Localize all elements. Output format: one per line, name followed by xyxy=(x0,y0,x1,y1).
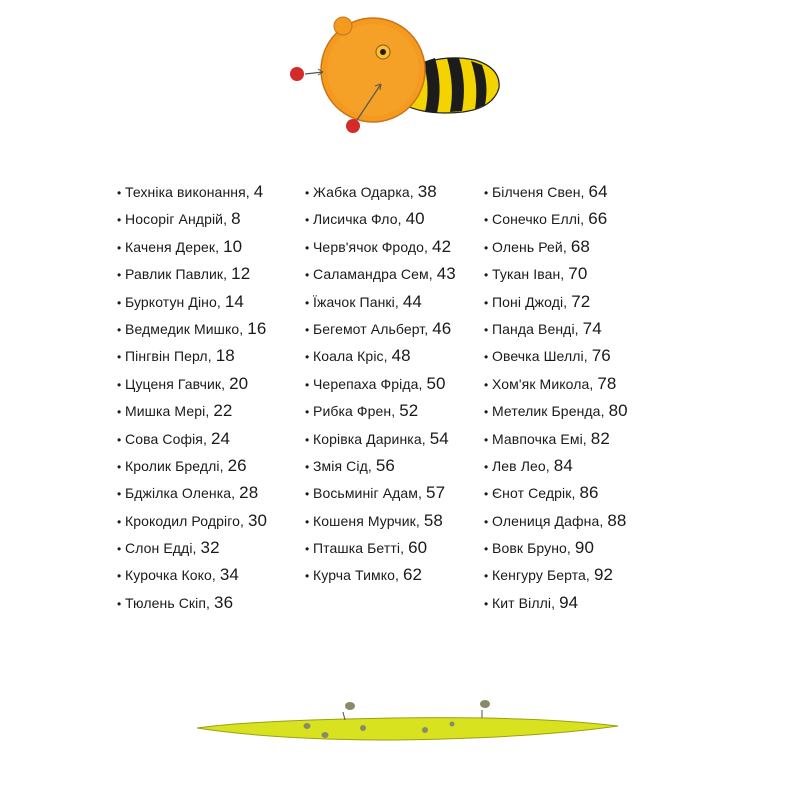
toc-entry-page-number: 42 xyxy=(432,236,452,256)
bullet-icon: • xyxy=(117,350,122,365)
toc-entry xyxy=(484,370,628,397)
toc-entry xyxy=(305,452,456,479)
toc-entry-page-number: 8 xyxy=(231,209,241,229)
toc-entry-title: Бегемот Альберт, xyxy=(313,320,429,337)
toc-entry-title: Буркотун Діно, xyxy=(125,293,221,310)
toc-entry-title: Саламандра Сем, xyxy=(313,266,433,283)
toc-entry-page-number: 12 xyxy=(231,264,251,284)
toc-entry-title: Олениця Дафна, xyxy=(492,512,604,529)
bee-illustration xyxy=(285,12,515,142)
bullet-icon: • xyxy=(305,405,310,420)
toc-entry-page-number: 26 xyxy=(227,455,247,475)
toc-entry xyxy=(117,452,267,479)
toc-entry-page-number: 66 xyxy=(588,209,608,229)
bullet-icon: • xyxy=(117,295,122,310)
bullet-icon: • xyxy=(305,350,310,365)
bullet-icon: • xyxy=(117,459,122,474)
toc-entry-page-number: 62 xyxy=(403,565,423,585)
toc-entry-page-number: 30 xyxy=(247,510,268,530)
toc-entry-title: Слон Едді, xyxy=(125,540,197,557)
toc-entry xyxy=(305,397,456,424)
toc-entry xyxy=(117,561,267,588)
bullet-icon: • xyxy=(305,542,310,557)
bullet-icon: • xyxy=(117,213,122,228)
toc-entry xyxy=(117,233,267,260)
toc-entry xyxy=(484,315,628,342)
toc-entry xyxy=(484,178,628,205)
toc-entry-page-number: 78 xyxy=(597,373,617,393)
toc-entry-title: Мавпочка Емі, xyxy=(492,430,587,447)
toc-entry-page-number: 70 xyxy=(568,264,588,284)
toc-entry-title: Черепаха Фріда, xyxy=(313,375,423,392)
bullet-icon: • xyxy=(305,322,310,337)
toc-entry xyxy=(484,507,628,534)
toc-entry-page-number: 14 xyxy=(224,291,244,311)
toc-entry xyxy=(117,397,267,424)
toc-entry-title: Восьминіг Адам, xyxy=(313,485,423,502)
bullet-icon: • xyxy=(117,240,122,255)
toc-entry-title: Пташка Бетті, xyxy=(313,540,405,557)
bullet-icon: • xyxy=(484,186,489,200)
bullet-icon: • xyxy=(117,186,122,200)
toc-entry-page-number: 52 xyxy=(399,401,419,421)
toc-entry-title: Кошеня Мурчик, xyxy=(313,512,420,529)
toc-entry xyxy=(117,342,267,369)
toc-entry-title: Ведмедик Мишко, xyxy=(125,320,244,337)
bullet-icon: • xyxy=(484,295,489,310)
toc-entry-page-number: 76 xyxy=(591,346,611,366)
toc-entry-page-number: 43 xyxy=(436,264,456,284)
toc-entry-page-number: 44 xyxy=(402,291,422,311)
toc-entry-title: Корівка Даринка, xyxy=(313,430,426,447)
toc-entry-title: Мишка Мері, xyxy=(125,403,210,420)
toc-entry xyxy=(305,479,456,506)
toc-entry xyxy=(117,370,267,397)
bullet-icon: • xyxy=(305,487,310,502)
toc-entry-title: Курча Тимко, xyxy=(313,567,399,584)
bullet-icon: • xyxy=(484,459,489,474)
toc-entry xyxy=(484,397,628,424)
bullet-icon: • xyxy=(117,487,122,502)
toc-entry-page-number: 54 xyxy=(429,428,449,448)
toc-entry-title: Крокодил Родріго, xyxy=(125,512,244,529)
bullet-icon: • xyxy=(305,459,310,474)
toc-entry xyxy=(117,534,267,561)
toc-column-1 xyxy=(117,178,267,616)
bullet-icon: • xyxy=(305,240,310,255)
bullet-icon: • xyxy=(117,268,122,283)
bullet-icon: • xyxy=(117,542,122,557)
toc-entry-title: Вовк Бруно, xyxy=(492,540,571,557)
toc-entry-page-number: 36 xyxy=(214,592,234,612)
toc-entry-title: Сонечко Еллі, xyxy=(492,211,585,228)
toc-entry-title: Метелик Бренда, xyxy=(492,403,605,420)
table-of-contents xyxy=(0,178,800,612)
bullet-icon: • xyxy=(305,514,310,529)
bullet-icon: • xyxy=(305,569,310,584)
toc-entry-page-number: 46 xyxy=(432,318,452,338)
bullet-icon: • xyxy=(484,514,489,529)
toc-entry xyxy=(484,288,628,315)
toc-entry-page-number: 4 xyxy=(253,182,264,201)
toc-entry xyxy=(305,233,456,260)
bullet-icon: • xyxy=(484,268,489,283)
bullet-icon: • xyxy=(305,186,310,200)
toc-entry xyxy=(484,233,628,260)
toc-entry-page-number: 20 xyxy=(229,373,249,393)
toc-entry-title: Лисичка Фло, xyxy=(313,211,402,228)
toc-entry xyxy=(305,178,456,205)
bullet-icon: • xyxy=(305,295,310,310)
toc-entry-title: Бджілка Оленка, xyxy=(125,485,236,502)
bullet-icon: • xyxy=(305,377,310,392)
toc-entry xyxy=(484,205,628,232)
bullet-icon: • xyxy=(484,596,489,611)
toc-entry-page-number: 10 xyxy=(223,236,243,256)
toc-entry xyxy=(484,342,628,369)
toc-entry-page-number: 84 xyxy=(553,455,573,475)
bullet-icon: • xyxy=(117,405,122,420)
toc-entry-title: Їжачок Панкі, xyxy=(313,293,399,310)
toc-entry-page-number: 32 xyxy=(200,538,220,558)
bullet-icon: • xyxy=(117,432,122,447)
toc-entry-page-number: 16 xyxy=(247,318,267,338)
toc-entry-page-number: 38 xyxy=(417,182,437,201)
toc-entry xyxy=(484,561,628,588)
toc-column-3 xyxy=(484,178,628,616)
toc-entry-title: Коала Кріс, xyxy=(313,348,388,365)
toc-entry-page-number: 22 xyxy=(213,401,233,421)
toc-entry-page-number: 56 xyxy=(375,455,395,475)
toc-entry-page-number: 60 xyxy=(408,538,428,558)
toc-entry xyxy=(305,260,456,287)
toc-entry-title: Поні Джоді, xyxy=(492,293,568,310)
toc-entry-title: Лев Лео, xyxy=(492,457,550,474)
toc-entry xyxy=(117,315,267,342)
toc-entry-title: Жабка Одарка, xyxy=(313,184,414,200)
toc-entry-title: Сова Софія, xyxy=(125,430,207,447)
worm-antennae xyxy=(343,700,490,720)
toc-entry xyxy=(305,507,456,534)
toc-entry-page-number: 94 xyxy=(559,592,579,612)
toc-entry-page-number: 40 xyxy=(405,209,425,229)
bullet-icon: • xyxy=(484,405,489,420)
toc-entry-title: Тукан Іван, xyxy=(492,266,565,283)
toc-entry xyxy=(305,315,456,342)
toc-entry-title: Пінгвін Перл, xyxy=(125,348,212,365)
toc-entry-title: Носоріг Андрій, xyxy=(125,211,228,228)
bullet-icon: • xyxy=(484,569,489,584)
toc-entry xyxy=(484,589,628,616)
toc-entry-page-number: 48 xyxy=(391,346,411,366)
bullet-icon: • xyxy=(484,432,489,447)
bullet-icon: • xyxy=(484,240,489,255)
bullet-icon: • xyxy=(117,569,122,584)
toc-entry xyxy=(305,425,456,452)
toc-entry-title: Змія Сід, xyxy=(313,457,372,474)
toc-entry xyxy=(117,589,267,616)
toc-entry xyxy=(305,370,456,397)
toc-entry-page-number: 86 xyxy=(579,483,599,503)
toc-entry-page-number: 24 xyxy=(210,428,231,448)
toc-entry-title: Равлик Павлик, xyxy=(125,266,228,283)
toc-entry xyxy=(484,260,628,287)
toc-entry-page-number: 50 xyxy=(426,373,446,393)
toc-entry-title: Черв'ячок Фродо, xyxy=(313,238,429,255)
toc-entry-title: Техніка виконання, xyxy=(125,184,250,200)
toc-entry xyxy=(117,288,267,315)
bullet-icon: • xyxy=(117,322,122,337)
bullet-icon: • xyxy=(305,268,310,283)
toc-entry xyxy=(117,479,267,506)
toc-entry xyxy=(117,205,267,232)
toc-entry-title: Курочка Коко, xyxy=(125,567,216,584)
toc-entry-page-number: 80 xyxy=(608,401,628,421)
toc-entry-page-number: 58 xyxy=(423,510,443,530)
toc-entry-page-number: 68 xyxy=(570,236,590,256)
bullet-icon: • xyxy=(484,377,489,392)
toc-entry-page-number: 72 xyxy=(571,291,591,311)
toc-entry xyxy=(117,507,267,534)
worm-illustration xyxy=(195,690,620,750)
toc-entry-title: Кит Віллі, xyxy=(492,594,556,611)
toc-entry-page-number: 74 xyxy=(582,318,602,338)
bullet-icon: • xyxy=(117,514,122,529)
toc-entry-title: Кролик Бредлі, xyxy=(125,457,224,474)
toc-entry-title: Кенгуру Берта, xyxy=(492,567,590,584)
toc-entry-title: Тюлень Скіп, xyxy=(125,594,211,611)
toc-entry-page-number: 28 xyxy=(239,483,259,503)
toc-entry xyxy=(305,205,456,232)
toc-entry xyxy=(484,452,628,479)
toc-entry-title: Хом'як Микола, xyxy=(492,375,594,392)
bullet-icon: • xyxy=(117,377,122,392)
toc-entry-title: Овечка Шеллі, xyxy=(492,348,588,365)
toc-entry xyxy=(484,479,628,506)
toc-entry-title: Рибка Френ, xyxy=(313,403,396,420)
toc-entry xyxy=(484,534,628,561)
bullet-icon: • xyxy=(484,213,489,228)
toc-entry-page-number: 82 xyxy=(590,428,610,448)
toc-entry-title: Цуценя Гавчик, xyxy=(125,375,226,392)
toc-entry-title: Білченя Свен, xyxy=(492,184,585,200)
toc-entry xyxy=(305,342,456,369)
toc-entry-page-number: 90 xyxy=(574,538,595,558)
bullet-icon: • xyxy=(484,487,489,502)
toc-column-2 xyxy=(305,178,456,589)
toc-entry-title: Олень Рей, xyxy=(492,238,567,255)
toc-entry-title: Панда Венді, xyxy=(492,320,579,337)
toc-entry xyxy=(117,178,267,205)
bullet-icon: • xyxy=(484,542,489,557)
bullet-icon: • xyxy=(305,213,310,228)
toc-entry xyxy=(305,561,456,588)
toc-entry xyxy=(117,260,267,287)
toc-entry-page-number: 92 xyxy=(593,565,614,585)
toc-entry xyxy=(305,288,456,315)
toc-entry-title: Єнот Седрік, xyxy=(492,485,576,502)
bullet-icon: • xyxy=(305,432,310,447)
bullet-icon: • xyxy=(484,350,489,365)
bullet-icon: • xyxy=(484,322,489,337)
toc-entry xyxy=(117,425,267,452)
toc-entry-page-number: 18 xyxy=(215,346,235,366)
toc-entry-title: Каченя Дерек, xyxy=(125,238,220,255)
bullet-icon: • xyxy=(117,596,122,611)
toc-entry-page-number: 88 xyxy=(607,510,627,530)
toc-entry xyxy=(484,425,628,452)
toc-entry xyxy=(305,534,456,561)
toc-entry-page-number: 34 xyxy=(219,565,239,585)
toc-entry-page-number: 64 xyxy=(588,182,608,201)
toc-entry-page-number: 57 xyxy=(426,483,446,503)
